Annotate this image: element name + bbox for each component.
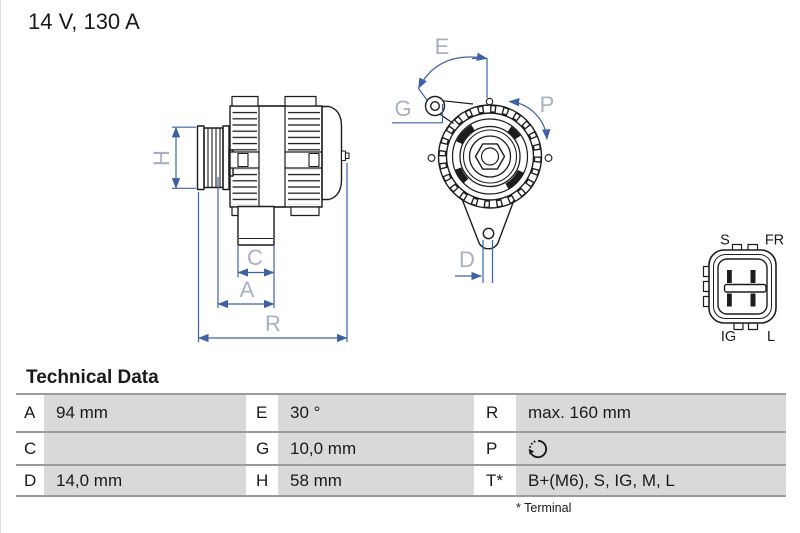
table-footnote: * Terminal (516, 501, 572, 515)
row-label: G (256, 433, 278, 464)
row-value (44, 433, 246, 464)
label-E: E (434, 34, 450, 59)
label-P: P (539, 92, 555, 117)
row-value: 58 mm (278, 466, 474, 495)
technical-drawing (1, 0, 800, 360)
technical-data-section (16, 366, 786, 515)
housing (230, 97, 322, 216)
row-label: P (486, 433, 516, 464)
product-rating: 14 V, 130 A (28, 9, 140, 34)
pin-label-l: L (766, 329, 776, 345)
row-value: max. 160 mm (516, 395, 786, 431)
pin-label-ig: IG (720, 329, 737, 345)
row-value: B+(M6), S, IG, M, L (516, 466, 786, 495)
row-value: 10,0 mm (278, 433, 474, 464)
row-label: E (256, 395, 278, 431)
table-row (16, 464, 786, 497)
row-label: H (256, 466, 278, 495)
pulley (198, 126, 234, 190)
row-label: A (16, 395, 44, 431)
connector-key-bar (725, 285, 767, 293)
label-G: G (394, 96, 412, 121)
connector-pinout (704, 245, 777, 330)
alternator-front-view (426, 97, 552, 249)
label-R: R (265, 311, 281, 336)
label-A: A (239, 277, 255, 302)
row-label: D (16, 466, 44, 495)
row-value: 30 ° (278, 395, 474, 431)
rear-cover (322, 107, 342, 200)
table-row (16, 431, 786, 464)
mounting-bracket (238, 207, 274, 246)
table-row (16, 393, 786, 431)
terminal-stud (342, 151, 350, 161)
pin-label-fr: FR (764, 232, 785, 249)
front-view-dimension-labels (394, 34, 554, 272)
table-title: Technical Data (26, 367, 159, 388)
row-value: 14,0 mm (44, 466, 246, 495)
row-label: R (486, 395, 516, 431)
rotation-direction-icon (526, 437, 550, 461)
label-H: H (149, 150, 174, 166)
mounting-ear (426, 97, 474, 124)
row-label: T* (486, 466, 516, 495)
alternator-side-view (198, 97, 350, 246)
label-C: C (247, 245, 263, 270)
label-D: D (459, 247, 475, 272)
row-label: C (16, 433, 44, 464)
row-value (516, 433, 786, 464)
pin-label-s: S (720, 232, 730, 249)
dim-arc-E (419, 57, 488, 89)
row-value: 94 mm (44, 395, 246, 431)
